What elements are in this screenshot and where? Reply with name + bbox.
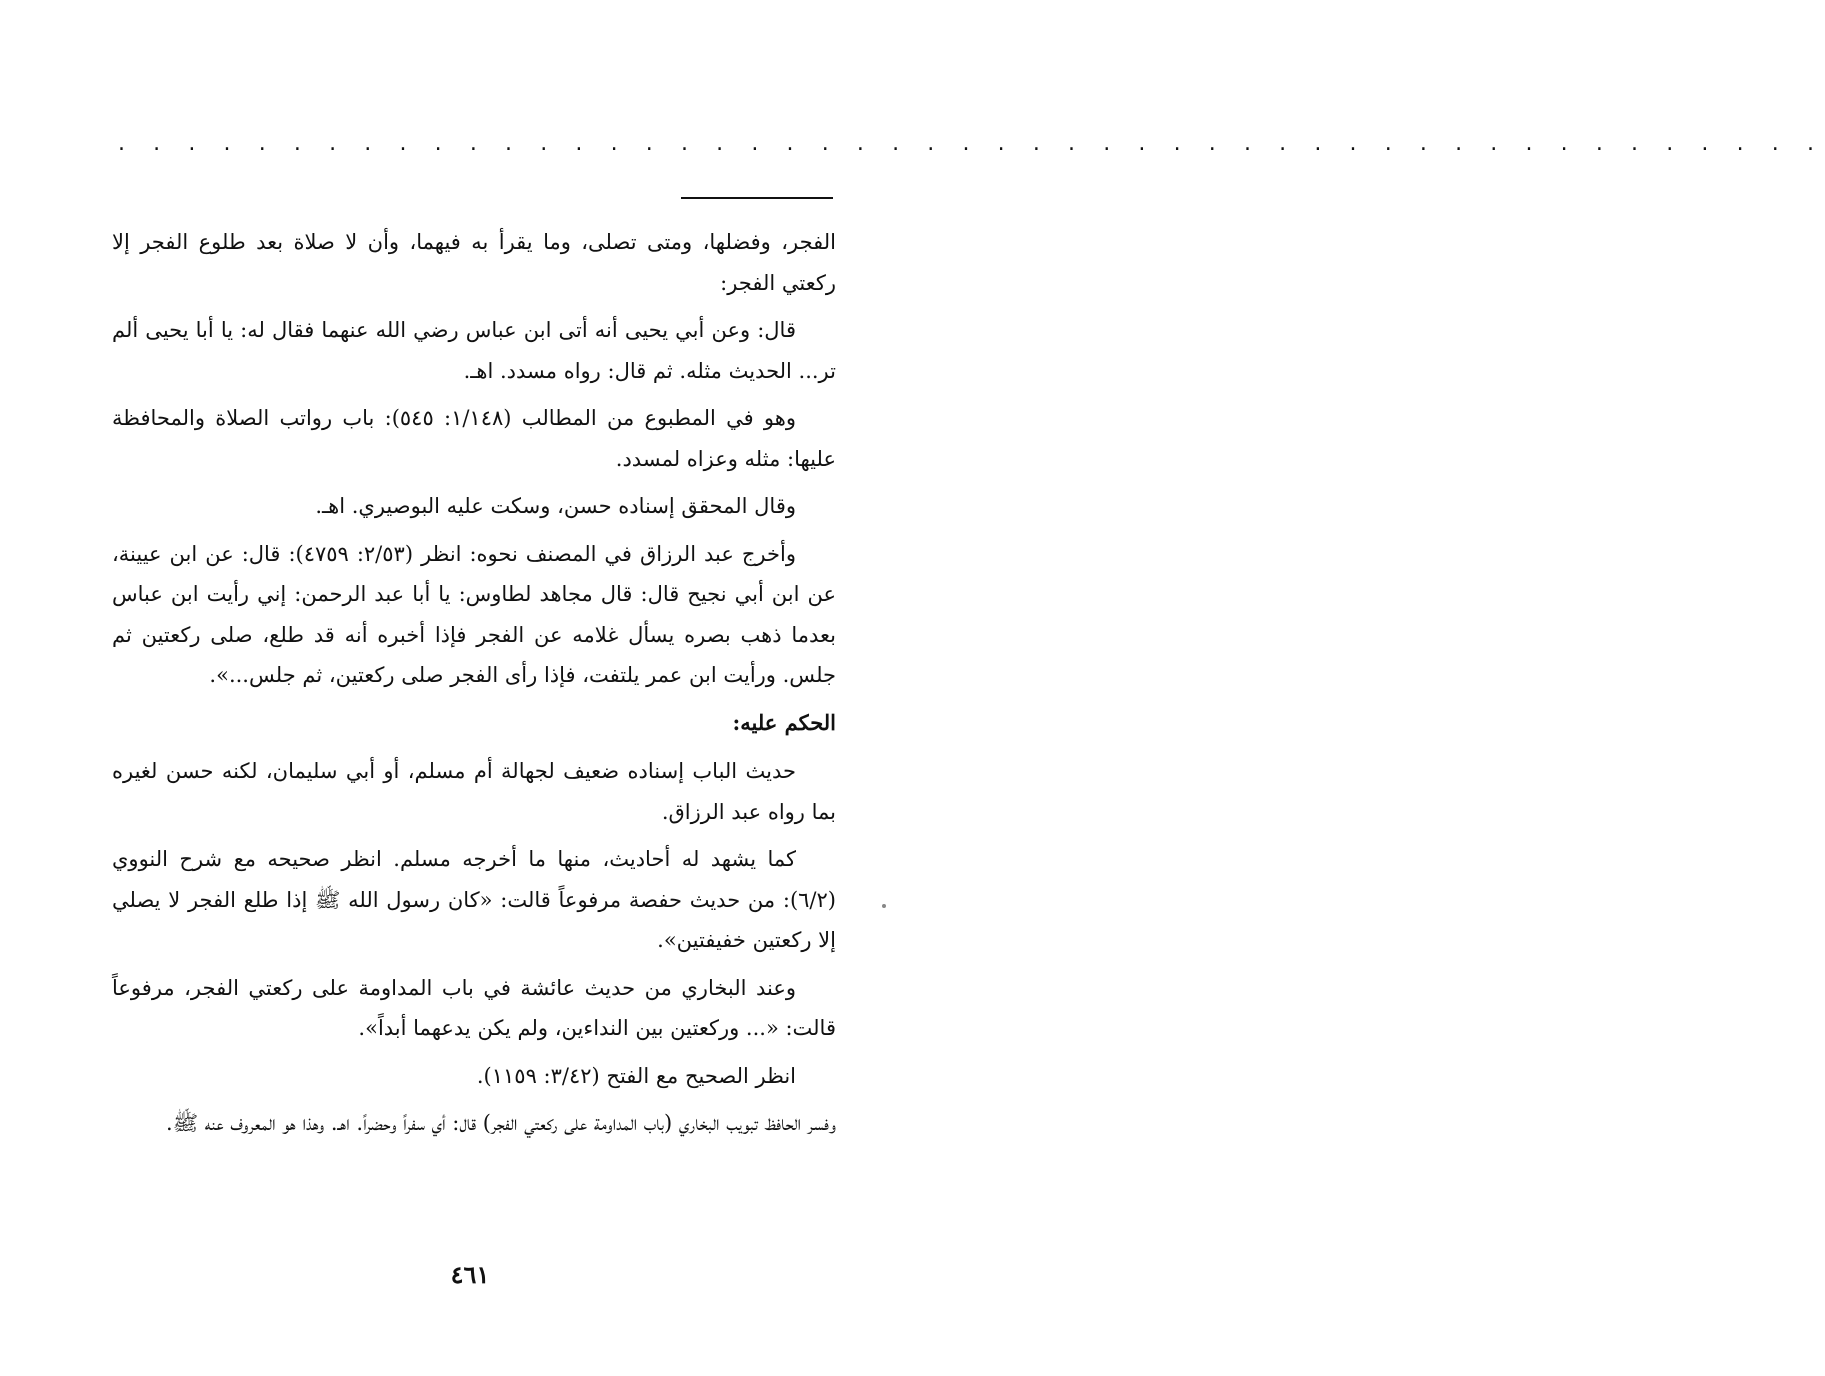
page-body-text: [112, 222, 836, 1151]
paragraph-1: الفجر، وفضلها، ومتى تصلى، وما يقرأ به فيهما، وأن لا صلاة بعد طلوع الفجر إلا ركعتي الفجر:: [112, 230, 836, 295]
scan-speck: [882, 904, 886, 908]
paragraph-10: انظر الصحيح مع الفتح (٣/٤٢: ١١٥٩).: [476, 1063, 796, 1088]
section-heading: الحكم عليه:: [732, 709, 836, 735]
footnote-rule: [681, 197, 833, 199]
footnote-separator-dots: . . . . . . . . . . . . . . . . . . . . . . . . . . . . . . . . . . . . . . . . . . . . . . . . .: [118, 131, 1825, 156]
paragraph-5: وأخرج عبد الرزاق في المصنف نحوه: انظر (٢/٥٣: ٤٧٥٩): قال: عن ابن عيينة، عن ابن أبي نجيح قال: قال مجاهد لطاوس: يا أبا عبد الرحمن: إني رأيت ابن عباس بعدما ذهب بصره يسأل غلامه عن الفجر فإذا أخبره أنه قد طلع، صلى ركعتين ثم جلس. ورأيت ابن عمر يلتفت، فإذا رأى الفجر صلى ركعتين، ثم جلس...».: [112, 541, 836, 687]
paragraph-8: كما يشهد له أحاديث، منها ما أخرجه مسلم. انظر صحيحه مع شرح النووي (٦/٢): من حديث حفصة مرفوعاً قالت: «كان رسول الله ﷺ إذا طلع الفجر لا يصلي إلا ركعتين خفيفتين».: [112, 847, 836, 952]
paragraph-11: وفسر الحافظ تبويب البخاري (باب المداومة على ركعتي الفجر) قال: أي سفراً وحضراً. اهـ. وهذا هو المعروف عنه ﷺ.: [166, 1111, 836, 1135]
paragraph-9: وعند البخاري من حديث عائشة في باب المداومة على ركعتي الفجر، مرفوعاً قالت: «... وركعتين بين النداءين، ولم يكن يدعهما أبداً».: [112, 975, 836, 1040]
paragraph-4: وقال المحقق إسناده حسن، وسكت عليه البوصيري. اهـ.: [315, 494, 796, 518]
page-number: ٤٦١: [450, 1260, 490, 1289]
paragraph-7: حديث الباب إسناده ضعيف لجهالة أم مسلم، أو أبي سليمان، لكنه حسن لغيره بما رواه عبد الرزاق.: [112, 759, 836, 824]
paragraph-2: قال: وعن أبي يحيى أنه أتى ابن عباس رضي الله عنهما فقال له: يا أبا يحيى ألم تر... الحديث مثله. ثم قال: رواه مسدد. اهـ.: [112, 318, 836, 383]
paragraph-3: وهو في المطبوع من المطالب (١/١٤٨: ٥٤٥): باب رواتب الصلاة والمحافظة عليها: مثله وعزاه لمسدد.: [112, 406, 836, 471]
